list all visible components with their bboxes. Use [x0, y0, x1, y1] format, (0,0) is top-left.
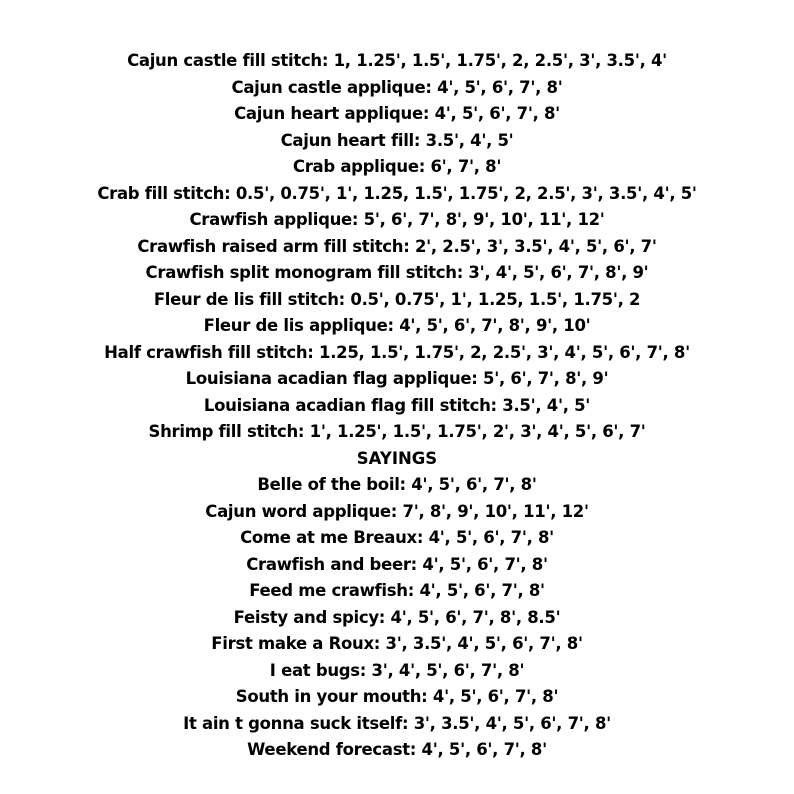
saying-item: Feed me crawfish: 4', 5', 6', 7', 8': [249, 581, 545, 600]
saying-item: Come at me Breaux: 4', 5', 6', 7', 8': [240, 528, 554, 547]
saying-item: Crawfish and beer: 4', 5', 6', 7', 8': [246, 554, 548, 574]
design-item: Fleur de lis fill stitch: 0.5', 0.75', 1', 1.25, 1.5', 1.75', 2: [153, 289, 641, 309]
design-item: Crab applique: 6', 7', 8': [292, 157, 502, 176]
design-item: Fleur de lis applique: 4', 5', 6', 7', 8', 9', 10': [203, 316, 591, 335]
design-item: Cajun heart applique: 4', 5', 6', 7', 8': [234, 104, 560, 123]
design-item: Crawfish raised arm fill stitch: 2', 2.5', 3', 3.5', 4', 5', 6', 7': [137, 236, 657, 256]
design-item: Half crawfish fill stitch: 1.25, 1.5', 1.75', 2, 2.5', 3', 4', 5', 6', 7', 8': [104, 342, 690, 362]
saying-item: Cajun word applique: 7', 8', 9', 10', 11', 12': [205, 501, 589, 521]
design-item: Cajun castle applique: 4', 5', 6', 7', 8': [231, 77, 563, 97]
design-item: Cajun castle fill stitch: 1, 1.25', 1.5', 1.75', 2, 2.5', 3', 3.5', 4': [127, 51, 667, 70]
design-item: Cajun heart fill: 3.5', 4', 5': [280, 130, 514, 150]
saying-item: Weekend forecast: 4', 5', 6', 7', 8': [247, 740, 547, 759]
saying-item: South in your mouth: 4', 5', 6', 7', 8': [235, 687, 559, 706]
saying-item: Feisty and spicy: 4', 5', 6', 7', 8', 8.5': [233, 607, 561, 627]
saying-item: It ain t gonna suck itself: 3', 3.5', 4', 5', 6', 7', 8': [183, 713, 611, 733]
design-item: Louisiana acadian flag fill stitch: 3.5', 4', 5': [203, 395, 591, 415]
design-item: Crawfish applique: 5', 6', 7', 8', 9', 10', 11', 12': [189, 210, 605, 229]
design-item: Louisiana acadian flag applique: 5', 6', 7', 8', 9': [185, 369, 609, 388]
saying-item: First make a Roux: 3', 3.5', 4', 5', 6', 7', 8': [211, 634, 583, 653]
sayings-heading: SAYINGS: [356, 448, 438, 468]
saying-item: Belle of the boil: 4', 5', 6', 7', 8': [257, 475, 537, 494]
size-list: [0, 48, 794, 764]
design-item: Shrimp fill stitch: 1', 1.25', 1.5', 1.75', 2', 3', 4', 5', 6', 7': [148, 422, 646, 441]
design-item: Crawfish split monogram fill stitch: 3', 4', 5', 6', 7', 8', 9': [145, 263, 649, 282]
design-item: Crab fill stitch: 0.5', 0.75', 1', 1.25, 1.5', 1.75', 2, 2.5', 3', 3.5', 4', 5': [97, 183, 697, 203]
saying-item: I eat bugs: 3', 4', 5', 6', 7', 8': [269, 660, 525, 680]
